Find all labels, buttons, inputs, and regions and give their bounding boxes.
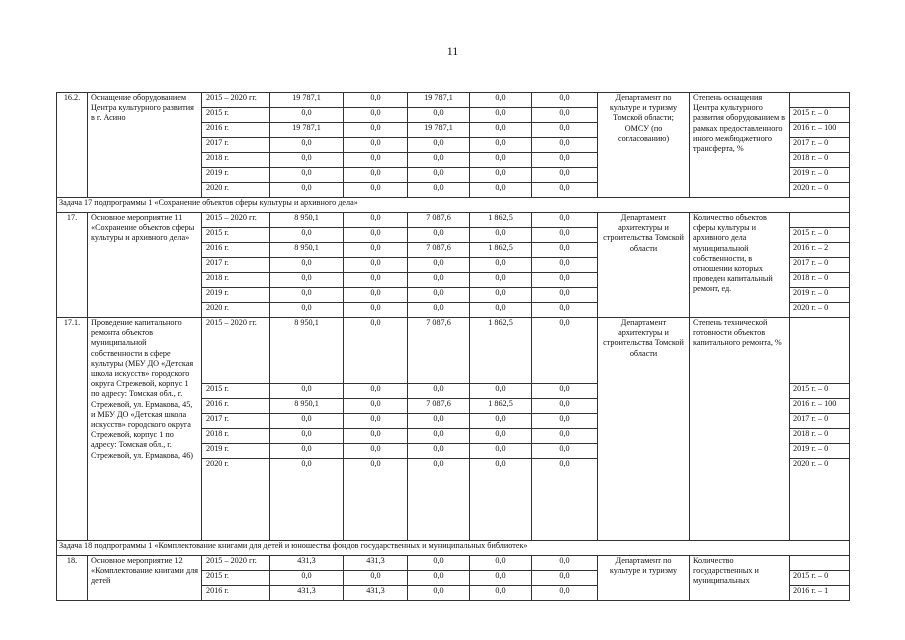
other-cell: 0,0 — [532, 243, 598, 258]
other-cell: 0,0 — [532, 444, 598, 459]
regional-cell: 0,0 — [408, 258, 470, 273]
measure-number: 16.2. — [57, 93, 88, 198]
total-cell: 0,0 — [270, 168, 344, 183]
period-cell: 2016 г. — [202, 123, 270, 138]
indicator-value-cell: 2015 г. – 0 — [790, 228, 850, 243]
measure-number: 17. — [57, 213, 88, 318]
total-cell: 8 950,1 — [270, 399, 344, 414]
indicator-value-cell: 2015 г. – 0 — [790, 571, 850, 586]
executor-cell: Департамент архитектуры и строительства Томской области — [598, 318, 690, 541]
indicator-value-cell: 2019 г. – 0 — [790, 288, 850, 303]
indicator-value-cell: 2015 г. – 0 — [790, 108, 850, 123]
period-cell: 2016 г. — [202, 399, 270, 414]
local-cell: 0,0 — [470, 258, 532, 273]
total-cell: 19 787,1 — [270, 123, 344, 138]
other-cell: 0,0 — [532, 183, 598, 198]
total-cell: 19 787,1 — [270, 93, 344, 108]
indicator-value-cell: 2016 г. – 2 — [790, 243, 850, 258]
federal-cell: 0,0 — [344, 168, 408, 183]
regional-cell: 0,0 — [408, 459, 470, 541]
period-cell: 2015 – 2020 гг. — [202, 93, 270, 108]
federal-cell: 0,0 — [344, 414, 408, 429]
total-cell: 0,0 — [270, 429, 344, 444]
total-cell: 0,0 — [270, 108, 344, 123]
local-cell: 0,0 — [470, 384, 532, 399]
indicator-cell: Количество государственных и муниципальных — [690, 556, 790, 601]
regional-cell: 0,0 — [408, 303, 470, 318]
indicator-value-cell: 2020 г. – 0 — [790, 303, 850, 318]
regional-cell: 0,0 — [408, 153, 470, 168]
executor-cell: Департамент по культуре и туризму Томской области; ОМСУ (по согласованию) — [598, 93, 690, 198]
federal-cell: 0,0 — [344, 303, 408, 318]
indicator-value-cell — [790, 556, 850, 571]
period-cell: 2020 г. — [202, 183, 270, 198]
indicator-cell: Количество объектов сферы культуры и архивного дела муниципальной собственности, в отношении которых проведен капитальный ремонт, ед. — [690, 213, 790, 318]
indicator-value-cell: 2017 г. – 0 — [790, 138, 850, 153]
period-cell: 2017 г. — [202, 414, 270, 429]
total-cell: 0,0 — [270, 138, 344, 153]
regional-cell: 7 087,6 — [408, 318, 470, 384]
total-cell: 431,3 — [270, 556, 344, 571]
local-cell: 0,0 — [470, 93, 532, 108]
local-cell: 0,0 — [470, 556, 532, 571]
measure-name: Основное мероприятие 12 «Комплектование книгами для детей — [88, 556, 202, 601]
total-cell: 0,0 — [270, 384, 344, 399]
local-cell: 0,0 — [470, 459, 532, 541]
other-cell: 0,0 — [532, 108, 598, 123]
local-cell: 0,0 — [470, 123, 532, 138]
other-cell: 0,0 — [532, 93, 598, 108]
total-cell: 0,0 — [270, 273, 344, 288]
total-cell: 8 950,1 — [270, 243, 344, 258]
federal-cell: 0,0 — [344, 258, 408, 273]
regional-cell: 19 787,1 — [408, 93, 470, 108]
local-cell: 0,0 — [470, 429, 532, 444]
regional-cell: 0,0 — [408, 429, 470, 444]
regional-cell: 7 087,6 — [408, 399, 470, 414]
period-cell: 2018 г. — [202, 429, 270, 444]
federal-cell: 0,0 — [344, 273, 408, 288]
federal-cell: 0,0 — [344, 384, 408, 399]
period-cell: 2019 г. — [202, 288, 270, 303]
total-cell: 8 950,1 — [270, 213, 344, 228]
table-row — [57, 556, 850, 571]
local-cell: 1 862,5 — [470, 213, 532, 228]
local-cell: 0,0 — [470, 414, 532, 429]
executor-cell: Департамент по культуре и туризму — [598, 556, 690, 601]
measure-name: Проведение капитального ремонта объектов муниципальной собственности в сфере культуры (МБУ ДО «Детская школа искусств» городского округа Стрежевой, корпус 1 по адресу: Томская обл., г. Стрежевой, ул. Ермакова, 45, и МБУ ДО «Детская школа искусств» городского округа Стрежевой, корпус 1 по адресу: Томская обл., г. Стрежевой, ул. Ермакова, 46) — [88, 318, 202, 541]
local-cell: 0,0 — [470, 444, 532, 459]
total-cell: 0,0 — [270, 288, 344, 303]
local-cell: 0,0 — [470, 228, 532, 243]
regional-cell: 0,0 — [408, 556, 470, 571]
task-row — [57, 541, 850, 556]
period-cell: 2016 г. — [202, 586, 270, 601]
federal-cell: 0,0 — [344, 243, 408, 258]
total-cell: 0,0 — [270, 183, 344, 198]
other-cell: 0,0 — [532, 429, 598, 444]
other-cell: 0,0 — [532, 168, 598, 183]
indicator-value-cell — [790, 213, 850, 228]
regional-cell: 0,0 — [408, 414, 470, 429]
other-cell: 0,0 — [532, 123, 598, 138]
federal-cell: 0,0 — [344, 138, 408, 153]
federal-cell: 0,0 — [344, 459, 408, 541]
federal-cell: 0,0 — [344, 213, 408, 228]
indicator-value-cell: 2020 г. – 0 — [790, 183, 850, 198]
other-cell: 0,0 — [532, 138, 598, 153]
federal-cell: 0,0 — [344, 108, 408, 123]
other-cell: 0,0 — [532, 384, 598, 399]
local-cell: 0,0 — [470, 571, 532, 586]
federal-cell: 0,0 — [344, 318, 408, 384]
indicator-value-cell: 2019 г. – 0 — [790, 444, 850, 459]
regional-cell: 0,0 — [408, 108, 470, 123]
table-row — [57, 213, 850, 228]
regional-cell: 7 087,6 — [408, 243, 470, 258]
regional-cell: 0,0 — [408, 168, 470, 183]
local-cell: 0,0 — [470, 273, 532, 288]
period-cell: 2016 г. — [202, 243, 270, 258]
regional-cell: 0,0 — [408, 571, 470, 586]
federal-cell: 0,0 — [344, 429, 408, 444]
regional-cell: 7 087,6 — [408, 213, 470, 228]
program-table — [56, 92, 850, 601]
federal-cell: 0,0 — [344, 228, 408, 243]
indicator-value-cell: 2017 г. – 0 — [790, 414, 850, 429]
federal-cell: 431,3 — [344, 586, 408, 601]
federal-cell: 0,0 — [344, 183, 408, 198]
other-cell: 0,0 — [532, 459, 598, 541]
task-heading: Задача 17 подпрограммы 1 «Сохранение объектов сферы культуры и архивного дела» — [57, 198, 850, 213]
local-cell: 0,0 — [470, 108, 532, 123]
period-cell: 2015 г. — [202, 384, 270, 399]
federal-cell: 0,0 — [344, 123, 408, 138]
period-cell: 2015 г. — [202, 228, 270, 243]
total-cell: 431,3 — [270, 586, 344, 601]
indicator-value-cell — [790, 318, 850, 384]
other-cell: 0,0 — [532, 228, 598, 243]
local-cell: 0,0 — [470, 303, 532, 318]
local-cell: 1 862,5 — [470, 318, 532, 384]
indicator-value-cell: 2017 г. – 0 — [790, 258, 850, 273]
other-cell: 0,0 — [532, 303, 598, 318]
executor-cell: Департамент архитектуры и строительства Томской области — [598, 213, 690, 318]
period-cell: 2017 г. — [202, 138, 270, 153]
other-cell: 0,0 — [532, 414, 598, 429]
other-cell: 0,0 — [532, 556, 598, 571]
measure-name: Основное мероприятие 11 «Сохранение объектов сферы культуры и архивного дела» — [88, 213, 202, 318]
federal-cell: 0,0 — [344, 571, 408, 586]
other-cell: 0,0 — [532, 288, 598, 303]
period-cell: 2015 – 2020 гг. — [202, 318, 270, 384]
regional-cell: 0,0 — [408, 586, 470, 601]
other-cell: 0,0 — [532, 213, 598, 228]
table-row — [57, 93, 850, 108]
federal-cell: 0,0 — [344, 153, 408, 168]
regional-cell: 0,0 — [408, 288, 470, 303]
period-cell: 2019 г. — [202, 444, 270, 459]
other-cell: 0,0 — [532, 318, 598, 384]
measure-number: 18. — [57, 556, 88, 601]
measure-name: Оснащение оборудованием Центра культурного развития в г. Асино — [88, 93, 202, 198]
indicator-value-cell — [790, 93, 850, 108]
period-cell: 2019 г. — [202, 168, 270, 183]
indicator-value-cell: 2016 г. – 1 — [790, 586, 850, 601]
other-cell: 0,0 — [532, 258, 598, 273]
other-cell: 0,0 — [532, 399, 598, 414]
period-cell: 2015 г. — [202, 571, 270, 586]
indicator-value-cell: 2018 г. – 0 — [790, 153, 850, 168]
indicator-cell: Степень технической готовности объектов капитального ремонта, % — [690, 318, 790, 541]
other-cell: 0,0 — [532, 153, 598, 168]
federal-cell: 0,0 — [344, 444, 408, 459]
period-cell: 2015 г. — [202, 108, 270, 123]
indicator-value-cell: 2018 г. – 0 — [790, 429, 850, 444]
total-cell: 0,0 — [270, 228, 344, 243]
period-cell: 2018 г. — [202, 153, 270, 168]
local-cell: 0,0 — [470, 288, 532, 303]
other-cell: 0,0 — [532, 586, 598, 601]
page-number: 11 — [446, 44, 459, 58]
total-cell: 0,0 — [270, 459, 344, 541]
indicator-value-cell: 2016 г. – 100 — [790, 399, 850, 414]
local-cell: 0,0 — [470, 586, 532, 601]
regional-cell: 0,0 — [408, 228, 470, 243]
total-cell: 0,0 — [270, 414, 344, 429]
federal-cell: 0,0 — [344, 399, 408, 414]
regional-cell: 0,0 — [408, 273, 470, 288]
federal-cell: 0,0 — [344, 93, 408, 108]
total-cell: 0,0 — [270, 444, 344, 459]
regional-cell: 19 787,1 — [408, 123, 470, 138]
indicator-value-cell: 2019 г. – 0 — [790, 168, 850, 183]
table-row — [57, 318, 850, 384]
regional-cell: 0,0 — [408, 183, 470, 198]
task-heading: Задача 18 подпрограммы 1 «Комплектование книгами для детей и юношества фондов государственных и муниципальных библиотек» — [57, 541, 850, 556]
regional-cell: 0,0 — [408, 384, 470, 399]
indicator-value-cell: 2020 г. – 0 — [790, 459, 850, 541]
indicator-value-cell: 2016 г. – 100 — [790, 123, 850, 138]
indicator-value-cell: 2015 г. – 0 — [790, 384, 850, 399]
indicator-cell: Степень оснащения Центра культурного развития оборудованием в рамках предоставленного иного межбюджетного трансферта, % — [690, 93, 790, 198]
total-cell: 0,0 — [270, 153, 344, 168]
total-cell: 0,0 — [270, 303, 344, 318]
period-cell: 2020 г. — [202, 303, 270, 318]
local-cell: 1 862,5 — [470, 399, 532, 414]
regional-cell: 0,0 — [408, 444, 470, 459]
other-cell: 0,0 — [532, 273, 598, 288]
other-cell: 0,0 — [532, 571, 598, 586]
period-cell: 2015 – 2020 гг. — [202, 213, 270, 228]
period-cell: 2015 – 2020 гг. — [202, 556, 270, 571]
period-cell: 2020 г. — [202, 459, 270, 541]
period-cell: 2018 г. — [202, 273, 270, 288]
measure-number: 17.1. — [57, 318, 88, 541]
total-cell: 0,0 — [270, 571, 344, 586]
period-cell: 2017 г. — [202, 258, 270, 273]
local-cell: 0,0 — [470, 168, 532, 183]
regional-cell: 0,0 — [408, 138, 470, 153]
local-cell: 1 862,5 — [470, 243, 532, 258]
task-row — [57, 198, 850, 213]
local-cell: 0,0 — [470, 138, 532, 153]
federal-cell: 431,3 — [344, 556, 408, 571]
federal-cell: 0,0 — [344, 288, 408, 303]
local-cell: 0,0 — [470, 153, 532, 168]
local-cell: 0,0 — [470, 183, 532, 198]
indicator-value-cell: 2018 г. – 0 — [790, 273, 850, 288]
total-cell: 0,0 — [270, 258, 344, 273]
total-cell: 8 950,1 — [270, 318, 344, 384]
